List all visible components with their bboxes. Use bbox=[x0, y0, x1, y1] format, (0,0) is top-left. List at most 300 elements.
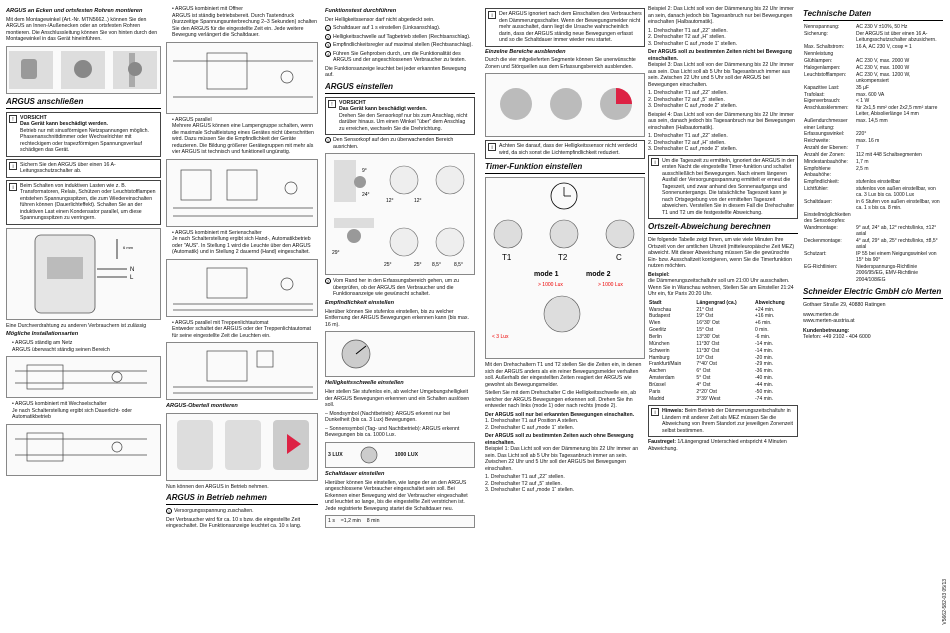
table-row bbox=[648, 368, 798, 375]
heading-brightness: Helligkeitsschwelle einstellen bbox=[325, 380, 404, 387]
cell-long: 21° Ost bbox=[696, 306, 714, 313]
spec-key: Nennleistung bbox=[804, 51, 834, 58]
table-row bbox=[648, 354, 798, 361]
figure-stair bbox=[166, 342, 318, 400]
figure-corner-mount bbox=[6, 46, 161, 94]
step-1-desc: Der Verbraucher wird für ca. 10 s bzw. die eingestellte Zeit eingeschaltet. Die Funktionsanzeige leuchtet ca. 10 s lang. bbox=[166, 516, 302, 530]
cell-long: 15° Ost bbox=[696, 327, 714, 334]
table-row bbox=[648, 382, 798, 389]
example-4: Beispiel 4: Das Licht soll von der Dämmerung bis 22 Uhr immer aus sein, danach jedoch bis Tagesanbruch nur bei Bewegungen einschalten (Halbautomatik). bbox=[648, 111, 795, 131]
cell-dev: -14 min. bbox=[755, 347, 774, 354]
table-row bbox=[648, 341, 798, 348]
th-city: Stadt bbox=[649, 299, 662, 306]
cell-long: 4° Ost bbox=[696, 381, 711, 388]
dur-12: ≈1,2 min bbox=[340, 518, 361, 525]
spec-key: Deckenmontage: bbox=[804, 237, 842, 244]
duration-text: Hierüber können Sie einstellen, wie lange der an den ARGUS angeschlossene Verbraucher eingeschaltet sein soll. Bei Erkennen einer Bewegung wird der Verbraucher eingeschaltet und leuchtet so lange, bis die eingestellte Zeit verstrichen ist. Jede registrierte Bewegung startet die Schaltdauer neu. bbox=[325, 479, 468, 512]
figure-angles bbox=[325, 153, 475, 275]
setup-step-1-text: Den Sensorkopf auf den zu überwachenden Bereich ausrichten. bbox=[333, 137, 454, 150]
cell-city: Warschau bbox=[649, 306, 672, 313]
column-1 bbox=[6, 6, 161, 628]
ex1-step-1: 1. Drehschalter T1 auf „22“ stellen. bbox=[485, 474, 565, 481]
cell-dev: -74 min. bbox=[755, 395, 774, 402]
table-row bbox=[648, 313, 798, 320]
ex1-step-2: 2. Drehschalter T2 auf „5“ stellen. bbox=[485, 480, 562, 487]
support-label: Kundenbetreuung: bbox=[803, 327, 850, 334]
cell-dev: -14 min. bbox=[755, 340, 774, 347]
cell-city: Berlin bbox=[649, 334, 662, 341]
spec-row bbox=[803, 71, 943, 84]
setup-step-2-number: 2 bbox=[326, 279, 330, 285]
cell-long: 6° Ost bbox=[696, 368, 711, 375]
block-step-1: 1. Drehschalter T1 auf Position A stellen. bbox=[485, 418, 579, 425]
spec-key: EG-Richtlinien: bbox=[804, 264, 838, 271]
cell-city: Madrid bbox=[649, 395, 665, 402]
spec-value: AC 230 V ±10%, 50 Hz bbox=[856, 24, 908, 31]
cell-dev: +16 min. bbox=[755, 313, 775, 320]
section-company: Schneider Electric GmbH c/o Merten bbox=[803, 287, 943, 299]
spec-value: für 2x1,5 mm² oder 2x2,5 mm² starre Leiter, Abisolierlänge 14 mm bbox=[856, 105, 938, 118]
heading-never: Der ARGUS soll zu bestimmten Zeiten nicht bei Bewegung einschalten. bbox=[648, 49, 792, 62]
ft-step-1 bbox=[325, 25, 475, 32]
table-header-row bbox=[648, 300, 798, 307]
brightness-b1: – Mondsymbol (Nachtbetrieb): ARGUS erkennt nur bei Dunkelheit (bis ca. 3 Lux) Bewegungen. bbox=[325, 410, 451, 424]
spec-key: Erfassungswinkel: bbox=[804, 131, 845, 138]
support-phone: Telefon: +49 2102 - 404 6000 bbox=[803, 334, 871, 341]
inductive-text: Beim Schalten von induktiven Lasten wie z. B. Transformatoren, Relais, Schützen oder Leuchtstofflampen entstehen Spannungsspitzen, die zum Wiedereinschalten führen können (Dauerlichteffekt). Schalten Sie an der induktiven Last einen Kondensator parallel, um diese Spannungsspitzen zu verringern. bbox=[20, 182, 156, 222]
cell-dev: -40 min. bbox=[755, 375, 774, 382]
cell-city: Wien bbox=[649, 320, 661, 327]
section-setup: ARGUS einstellen bbox=[325, 82, 475, 94]
heading-functest: Funktionstest durchführen bbox=[325, 8, 397, 14]
spec-value: AC 230 V, max. 2000 W bbox=[856, 57, 910, 64]
ex4-step-2: 2. Drehschalter T2 auf „H“ stellen. bbox=[648, 139, 726, 146]
bullet-2-text: Je nach Schalterstellung ergibt sich Dauerlicht- oder Automatikbetrieb bbox=[12, 407, 132, 421]
lux-3-label: 3 LUX bbox=[328, 451, 343, 458]
figure-sensitivity-dial bbox=[325, 331, 475, 377]
cell-city: Budapest bbox=[649, 313, 671, 320]
column-6 bbox=[803, 6, 943, 628]
bullet-2: • ARGUS kombiniert mit Wechselschalter Je nach Schalterstellung ergibt sich Dauerlicht- oder Automatikbetrieb bbox=[12, 401, 132, 421]
angle-24: 24° bbox=[362, 192, 370, 199]
angle-85a: 8,5° bbox=[432, 262, 441, 269]
bullet-2-title: ARGUS kombiniert mit Wechselschalter bbox=[14, 401, 107, 408]
figure-top-mount bbox=[166, 413, 318, 481]
bullet-opener-text: ARGUS ist ständig betriebsbereit. Durch Tastendruck (kurzzeitige Spannungsunterbrechung 2–3 Sekunden) schalten Sie den ARGUS für die eingestellte Zeit ein. Jede weitere Bewegung verlängert die Schaltdauer. bbox=[172, 12, 318, 38]
ex4-step-1: 1. Drehschalter T1 auf „22“ stellen. bbox=[648, 133, 728, 139]
cell-city: Hamburg bbox=[649, 354, 670, 361]
cell-city: Paris bbox=[649, 388, 661, 395]
warn-text: Der ARGUS ignoriert nach dem Einschalten des Verbrauchers den Dämmerungsschalter. Wenn der Bewegungsmelder nicht mehr ausschaltet, dann liegt die Ursache wahrscheinlich darin, dass der ARGUS ständig neue Bewegungen erfasst und so die Schaltdauer immer wieder neu startet. bbox=[499, 11, 642, 43]
example-3: Beispiel 3: Das Licht soll von der Dämmerung bis 22 Uhr immer aus sein. Das Licht soll ab 5 Uhr bis Tagesanbruch immer aus sein. Zwischen 22 Uhr und 5 Uhr soll der ARGUS bei Bewegungen einschalten. bbox=[648, 62, 794, 88]
hint-text: Beim Betrieb der Dämmerungszeitschaltuhr in Ländern mit anderer Zeit als MEZ müssen Sie die Abweichung von Ihrem Standort zur jeweiligen Zonenzeit selbst bestimmen. bbox=[662, 408, 793, 434]
heading-install: Mögliche Installationsarten bbox=[6, 331, 79, 338]
brightness-b2: – Sonnensymbol (Tag- und Nachtbetrieb): ARGUS erkennt Bewegungen bis ca. 1000 Lux. bbox=[325, 425, 460, 439]
column-4 bbox=[485, 6, 645, 628]
sensitivity-text: Hierüber können Sie stufenlos einstellen, bis zu welcher Entfernung der ARGUS Bewegungen erkennen kann (bis max. 16 m). bbox=[325, 308, 469, 328]
warning-icon: ! bbox=[9, 115, 17, 123]
cell-long: 11°30' Ost bbox=[696, 340, 720, 347]
mode1-label: mode 1 bbox=[534, 271, 559, 279]
cell-long: 10° Ost bbox=[696, 354, 714, 361]
spec-row bbox=[803, 152, 943, 159]
ex2-step-3: 3. Drehschalter C auf „mode 1“ stellen. bbox=[648, 40, 738, 47]
spec-row bbox=[803, 238, 943, 251]
spec-row bbox=[803, 178, 943, 185]
table-row bbox=[648, 327, 798, 334]
spec-key: Empfohlene Anbauhöhe: bbox=[804, 165, 831, 178]
spec-value: 4° auf, 29° ab, 25° rechts/links, ±8,5° axial bbox=[856, 237, 938, 251]
t2-label: T2 bbox=[558, 253, 568, 263]
ex3-step-2: 2. Drehschalter T2 auf „5“ stellen. bbox=[648, 96, 725, 103]
cell-city: Schwerin bbox=[649, 347, 670, 354]
spec-key: Wandmontage: bbox=[804, 224, 838, 231]
figure-series bbox=[166, 259, 318, 317]
setup-step-1-number: 1 bbox=[326, 138, 330, 144]
text-corners: Mit dem Montagewinkel (Art.-Nr. MTN5662..) können Sie den ARGUS an Innen-/Außenecken oder an ortsfesten Rohren montieren. Die Anschlussleitung können Sie von hinten durch den Montagewinkel in das Gerät hineinführen. bbox=[6, 16, 158, 43]
section-tech: Technische Daten bbox=[803, 9, 943, 21]
label-l: L bbox=[130, 274, 134, 281]
spec-key: Schaltdauer: bbox=[804, 198, 833, 205]
lux-gt-b: > 1000 Lux bbox=[598, 282, 623, 289]
cell-city: München bbox=[649, 340, 670, 347]
table-row bbox=[648, 320, 798, 327]
spec-row bbox=[803, 31, 943, 44]
info-icon: i bbox=[488, 143, 496, 151]
spec-value: stufenlos von außen einstellbar, von ca. 3 Lux bis ca. 1000 Lux bbox=[856, 185, 936, 198]
top-text: Nun können den ARGUS in Betrieb nehmen. bbox=[166, 483, 269, 490]
bullet-1-text: ARGUS überwacht ständig seinen Bereich bbox=[12, 346, 110, 353]
cell-long: 7°40' Ost bbox=[696, 361, 717, 368]
spec-table-body bbox=[803, 24, 943, 283]
ft-step-4 bbox=[325, 51, 475, 64]
spec-value: max. 600 VA bbox=[856, 91, 885, 98]
info-icon: i bbox=[488, 11, 496, 19]
ft-end: Die Funktionsanzeige leuchtet bei jeder erkannten Bewegung auf. bbox=[325, 65, 467, 79]
inductive-note bbox=[6, 180, 161, 225]
spec-key: Leuchtstofflampen: bbox=[804, 71, 847, 78]
step-1-text: Versorgungsspannung zuschalten. bbox=[174, 508, 254, 515]
info-icon: i bbox=[651, 158, 659, 166]
spec-value: 35 µF bbox=[856, 84, 869, 91]
caution-box-2 bbox=[325, 97, 475, 136]
lux-lt: < 3 Lux bbox=[492, 334, 509, 341]
bullet-parallel-text: Mehrere ARGUS können eine Lampengruppe schalten, wenn die maximale Schaltleistung eines Gerätes nicht überschritten wird. Dazu müssen Sie die Empfindlichkeit der Geräte reduzieren. Die Bildung größerer Gerätegruppen mit mehr als vier ARGUS ist technisch und funktionell ungünstig. bbox=[172, 123, 314, 155]
timer-text-2: Stellen Sie mit dem Drehschalter C die Helligkeitsschwelle ein, ab welcher der ARGUS Bewegungen erkennen soll. Drehen Sie ihn entweder nach links (mode 1) oder nach rechts (mode 2). bbox=[485, 390, 637, 410]
example-label: Beispiel: bbox=[648, 271, 670, 278]
spec-value: max. 16 m bbox=[856, 138, 880, 145]
spec-row bbox=[803, 58, 943, 65]
spec-value bbox=[855, 211, 943, 224]
ft-step-2-number: 2 bbox=[326, 34, 330, 40]
spec-key: Eigenverbrauch: bbox=[804, 98, 841, 105]
bullet-stair-text: Entweder schaltet der ARGUS oder der Treppenlichtautomat für seine eingestellte Zeit die Leuchten ein. bbox=[172, 326, 311, 339]
spec-value: IP 55 bei einem Neigungswinkel von 15° bis 90° bbox=[856, 251, 937, 264]
spec-key: Anzahl der Ebenen: bbox=[804, 145, 848, 152]
example-2: Beispiel 2: Das Licht soll von der Dämmerung bis 22 Uhr immer an sein, danach jedoch bis Tagesanbruch nur bei Bewegungen einschalten (Halbautomatik). bbox=[648, 6, 794, 25]
spec-value: 9° auf, 24° ab, 12° rechts/links, ±12° axial bbox=[856, 224, 937, 238]
example-text: die Dämmerungszeitschaltuhr soll um 21:00 Uhr ausschalten. Wenn Sie in Warschau wohnen, Stellen Sie am Einsteller 21:24 Uhr ein, für Paris 20:20 Uhr. bbox=[648, 278, 794, 297]
ft-step-3-text: Empfindlichkeitsregler auf maximal stellen (Rechtsanschlag). bbox=[333, 42, 473, 49]
spec-value: 1,7 m bbox=[856, 158, 869, 165]
ex2-step-1: 1. Drehschalter T1 auf „22“ stellen. bbox=[648, 27, 728, 34]
spec-key: Nennspannung: bbox=[804, 24, 840, 31]
offset-table-body bbox=[648, 306, 798, 402]
cell-dev: -44 min. bbox=[755, 381, 774, 388]
heading-duration: Schaltdauer einstellen bbox=[325, 470, 385, 477]
cell-city: Amsterdam bbox=[649, 375, 675, 382]
ft-step-2 bbox=[325, 34, 475, 41]
section-connect: ARGUS anschließen bbox=[6, 97, 161, 109]
table-row bbox=[648, 361, 798, 368]
bullet-series: • ARGUS kombiniert mit Serienschalter Je nach Schalterstellung ergibt sich Hand-, Automatikbetrieb oder "AUS". In Stellung 1 wird die Leuchte über den ARGUS (Automatik) und in Stellung 2 dauernd (Hand) eingeschaltet. bbox=[172, 229, 311, 255]
sensor-note bbox=[485, 140, 645, 159]
info-text: Um die Tageszeit zu ermitteln, ignoriert der ARGUS in der ersten Nacht die eingestellte Timer-funktion und schaltet ausschließlich bei Bewegungen. Nach einem längeren Ausfall der Versorgungsspannung ermittelt er erneut die Tageszeit, und zwar anhand des Sonnenaufgangs und Sonnenuntergangs. Die tatsächliche Tageszeit kann je nach Ortsgegebung von der ermittelten Tageszeit abweichen. Verstellen Sie in diesem Fall die Drehschalter T1 und T2 um die festgestellte Abweichung. bbox=[662, 157, 795, 216]
bullet-1-title: ARGUS ständig am Netz bbox=[14, 340, 73, 347]
spec-key: Kapazitive Last: bbox=[804, 84, 840, 91]
column-5 bbox=[648, 6, 798, 628]
spec-row bbox=[803, 84, 943, 91]
bullet-stair: • ARGUS parallel mit Treppenlichtautomat Entweder schaltet der ARGUS oder der Treppenlichtautomat für seine eingestellte Zeit die Leuchten ein. bbox=[172, 319, 311, 339]
spec-key: Einstellmöglichkeiten des Sensorkopfes: bbox=[804, 211, 851, 225]
spec-value bbox=[855, 51, 943, 58]
spec-value: AC 230 V, max. 1200 W, unkompensiert bbox=[856, 71, 911, 84]
offset-text: Die folgende Tabelle zeigt Ihnen, um wie viele Minuten Ihre Ortszeit von der amtlichen Uhrzeit (mitteleuropäische Zeit MEZ) abweicht. Mit dieser Abweichung müssen Sie die gewünschte Ein- bzw. Ausschaltzeit korrigieren, wenn Sie die Timerfunktion nutzen möchten. bbox=[648, 237, 795, 269]
step-1 bbox=[166, 508, 318, 515]
figure-mask-segments bbox=[485, 73, 645, 137]
figure-timer-dials bbox=[485, 177, 645, 359]
document-id: V5662-582-03 05/13 bbox=[941, 579, 948, 625]
cell-city: Goerlitz bbox=[649, 327, 667, 334]
bullet-series-title: ARGUS kombiniert mit Serienschalter bbox=[174, 229, 262, 236]
bullet-stair-title: ARGUS parallel mit Treppenlichtautomat bbox=[174, 319, 269, 326]
mode2-label: mode 2 bbox=[586, 271, 611, 279]
cell-dev: +24 min. bbox=[755, 306, 775, 313]
spec-key: Trafolast: bbox=[804, 91, 825, 98]
cell-long: 3°39' West bbox=[696, 395, 721, 402]
column-3 bbox=[325, 6, 475, 628]
heading-mask: Einzelne Bereiche ausblenden bbox=[485, 48, 566, 55]
ft-step-4-text: Führen Sie Gehproben durch, um die Funktionalität des ARGUS und der angeschlossenen Verbraucher zu testen. bbox=[333, 50, 466, 64]
brightness-text: Hier stellen Sie stufenlos ein, ab welcher Umgebungshelligkeit der ARGUS Bewegungen erkennen und ein Schalten auslösen soll. bbox=[325, 389, 470, 409]
spec-value: max. 14,5 mm bbox=[856, 118, 888, 125]
spec-row bbox=[803, 225, 943, 238]
cell-long: 2°20' Ost bbox=[696, 388, 717, 395]
ex2-step-2: 2. Drehschalter T2 auf „H“ stellen. bbox=[648, 34, 726, 40]
fuse-text: Sichern Sie den ARGUS über einen 16 A-Leitungsschutzschalter ab. bbox=[20, 161, 116, 175]
spec-key: Anschlussklemmen: bbox=[804, 105, 849, 112]
cell-dev: -50 min. bbox=[755, 388, 774, 395]
cell-long: 11°30' Ost bbox=[696, 347, 720, 354]
cell-long: 16°30' Ost bbox=[696, 320, 720, 327]
ft-step-3 bbox=[325, 42, 475, 49]
angle-85b: 8,5° bbox=[454, 262, 463, 269]
info-icon: i bbox=[9, 183, 17, 191]
dur-1s: 1 s bbox=[328, 518, 335, 525]
angle-9: 9° bbox=[362, 168, 367, 175]
table-row bbox=[648, 306, 798, 313]
cell-long: 19° Ost bbox=[696, 313, 714, 320]
heading-block: Der ARGUS soll nur bei erkannten Bewegungen einschalten. bbox=[485, 411, 635, 418]
spec-row bbox=[803, 118, 943, 131]
angle-29: 29° bbox=[332, 250, 340, 257]
cell-city: Brüssel bbox=[649, 381, 666, 388]
spec-key: Glühlampen: bbox=[804, 57, 833, 64]
example-1: Beispiel 1: Das Licht soll von der Dämmerung bis 22 Uhr immer an sein. Das Licht soll ab 5 Uhr bis Tagesanbruch immer an sein. Zwischen 22 Uhr und 5 Uhr soll der ARGUS bei Bewegungen einschalten. bbox=[485, 446, 639, 472]
table-row bbox=[648, 334, 798, 341]
section-offset: Ortszeit-Abweichung berechnen bbox=[648, 222, 798, 234]
figure-duration-dial bbox=[325, 515, 475, 528]
ft-step-1-number: 1 bbox=[326, 26, 330, 32]
angle-12a: 12° bbox=[386, 198, 394, 205]
spec-key: Schutzart: bbox=[804, 251, 827, 258]
spec-value: < 1 W bbox=[856, 98, 870, 105]
block-step-2: 2. Drehschalter C auf „mode 1“ stellen. bbox=[485, 424, 575, 431]
fuse-note bbox=[6, 159, 161, 178]
spec-key: Mindestanbauhöhe: bbox=[804, 158, 848, 165]
figure-parallel bbox=[166, 159, 318, 227]
cell-long: 13°30' Ost bbox=[696, 334, 720, 341]
spec-table bbox=[803, 24, 943, 283]
c-label: C bbox=[616, 253, 622, 263]
spec-key: Empfindlichkeit: bbox=[804, 178, 840, 185]
mask-text: Durch die vier mitgelieferten Segmente können Sie unerwünschte Zonen und Störquellen aus dem Erfassungsbereich ausblenden. bbox=[485, 57, 636, 70]
warning-icon: ! bbox=[328, 100, 336, 108]
caution-text: Betrieb nur mit sinusförmigen Netzspannungen möglich. Phasenanschnittdimmer oder Wechselrichter mit rechteckigem oder trapezförmigen Spannungsverlauf schädigen das Gerät. bbox=[20, 127, 149, 154]
ft-step-2-text: Helligkeitsschwelle auf Tagbetrieb stellen (Rechtsanschlag). bbox=[333, 33, 471, 40]
label-6mm: 6 mm bbox=[123, 244, 133, 250]
cell-dev: +6 min. bbox=[755, 320, 772, 327]
info-icon: i bbox=[651, 408, 659, 416]
table-row bbox=[648, 347, 798, 354]
ex4-step-3: 3. Drehschalter C auf „mode 2“ stellen. bbox=[648, 146, 738, 152]
bullet-opener-title: ARGUS kombiniert mit Öffner bbox=[174, 6, 243, 12]
dur-8m: 8 min bbox=[366, 518, 380, 525]
spec-key: Lichtfühler: bbox=[804, 185, 829, 192]
cell-dev: 0 min. bbox=[755, 327, 769, 334]
caution-title: VORSICHT bbox=[20, 114, 47, 121]
spec-row bbox=[803, 131, 943, 138]
caution-box bbox=[6, 112, 161, 157]
ft-step-1-text: Schaltdauer auf 1 s einstellen (Linksanschlag). bbox=[333, 25, 441, 32]
spec-row bbox=[803, 185, 943, 198]
setup-step-2-text: Vom Rand her in den Erfassungsbereich gehen, um zu überprüfen, ob der ARGUS den Verbraucher und die Funktionsanzeige wie gewünscht schaltet. bbox=[333, 278, 460, 298]
caution-sub-2: Das Gerät kann beschädigt werden. bbox=[339, 106, 427, 113]
spec-key: Max. Schaltstrom: bbox=[804, 44, 845, 51]
spec-row bbox=[803, 165, 943, 178]
t1-label: T1 bbox=[502, 253, 512, 263]
spec-row bbox=[803, 264, 943, 283]
heading-corners: ARGUS an Ecken und ortsfesten Rohren montieren bbox=[6, 8, 143, 14]
figure-opener bbox=[166, 42, 318, 114]
cell-dev: -29 min. bbox=[755, 361, 774, 368]
spec-row bbox=[803, 51, 943, 58]
bullet-opener: • ARGUS kombiniert mit Öffner ARGUS ist ständig betriebsbereit. Durch Tastendruck (kurzzeitige Spannungsunterbrechung 2–3 Sekunden) schalten Sie den ARGUS für die eingestellte Zeit ein. Jede weitere Bewegung verlängert die Schaltdauer. bbox=[172, 6, 318, 38]
spec-value: 2,5 m bbox=[856, 165, 869, 172]
th-long: Längengrad (ca.) bbox=[696, 299, 737, 306]
step-1-number: 1 bbox=[167, 509, 171, 515]
spec-row bbox=[803, 138, 943, 145]
hint-label: Hinweis: bbox=[662, 408, 684, 415]
caution-text-2: Drehen Sie den Sensorkopf nur bis zum Anschlag, nicht darüber hinaus. Um einen Winkel "über" dem Anschlag zu erreichen, wechseln Sie die Drehrichtung. bbox=[339, 112, 468, 132]
cell-dev: -20 min. bbox=[755, 354, 774, 361]
section-timer: Timer-Funktion einstellen bbox=[485, 162, 645, 174]
ft-step-4-number: 4 bbox=[326, 51, 330, 57]
angle-12b: 12° bbox=[414, 198, 422, 205]
table-row bbox=[648, 388, 798, 395]
spec-value: stufenlos einstellbar bbox=[856, 178, 901, 185]
spec-value: 112 mit 448 Schaltsegmenten bbox=[856, 151, 922, 158]
bullet-1: • ARGUS ständig am Netz ARGUS überwacht ständig seinen Bereich bbox=[12, 340, 110, 353]
info-box bbox=[648, 155, 798, 220]
company-web2: www.merten-austria.at bbox=[803, 318, 855, 325]
spec-key: Reichweite: bbox=[804, 138, 830, 145]
offset-table bbox=[648, 300, 798, 403]
spec-row bbox=[803, 145, 943, 152]
cell-long: 5° Ost bbox=[696, 375, 711, 382]
cell-dev: -36 min. bbox=[755, 368, 774, 375]
ex1-step-3: 3. Drehschalter C auf „mode 1“ stellen. bbox=[485, 487, 575, 494]
lux-1000-label: 1000 LUX bbox=[394, 451, 419, 458]
company-address: Gothaer Straße 29, 40880 Ratingen bbox=[803, 302, 886, 309]
spec-value: Der ARGUS ist über einen 16 A-Leitungsschutzschalter abzusichern. bbox=[856, 31, 937, 44]
figure-lux-dial bbox=[325, 442, 475, 468]
spec-key: Anzahl der Zonen: bbox=[804, 151, 845, 158]
spec-row bbox=[803, 105, 943, 118]
spec-row bbox=[803, 159, 943, 166]
spec-value: 220° bbox=[856, 131, 867, 138]
timer-text-1: Mit den Drehschaltern T1 und T2 stellen Sie die Zeiten ein, in denen sich der ARGUS anders als ein reiner Bewegungsmelder verhalten soll. Außerhalb der eingestellten Zeiten reagiert der ARGUS wie gewohnt als Bewegungsmelder. bbox=[485, 362, 642, 388]
spec-row bbox=[803, 211, 943, 224]
company-web1: www.merten.de bbox=[803, 311, 839, 318]
spec-row bbox=[803, 91, 943, 98]
spec-key: Sicherung: bbox=[804, 31, 828, 38]
column-2 bbox=[166, 6, 318, 628]
spec-row bbox=[803, 98, 943, 105]
functest-intro: Der Helligkeitssensor darf nicht abgedeckt sein. bbox=[325, 16, 435, 23]
ex3-step-3: 3. Drehschalter C auf „mode 2“ stellen. bbox=[648, 103, 738, 109]
rule-text: 1/Längengrad Unterschied entspricht 4 Minuten Abweichung. bbox=[648, 439, 787, 452]
table-row bbox=[648, 395, 798, 402]
spec-row bbox=[803, 24, 943, 31]
heading-top: ARGUS-Oberteil montieren bbox=[166, 403, 238, 409]
spec-row bbox=[803, 64, 943, 71]
figure-wiring-terminal bbox=[6, 228, 161, 320]
cell-dev: -6 min. bbox=[755, 334, 771, 341]
angle-25a: 25° bbox=[384, 262, 392, 269]
spec-row bbox=[803, 251, 943, 264]
table-row bbox=[648, 375, 798, 382]
heading-sensitivity: Empfindlichkeit einstellen bbox=[325, 299, 395, 306]
info-icon: i bbox=[9, 162, 17, 170]
note-text: Achten Sie darauf, dass der Helligkeitssensor nicht verdeckt wird, da sich sonst die Lichtempfindlichkeit reduziert. bbox=[499, 143, 638, 156]
spec-value: 16 A, AC 230 V, cosφ = 1 bbox=[856, 44, 912, 51]
th-dev: Abweichung bbox=[755, 299, 785, 306]
cell-city: Aachen bbox=[649, 368, 666, 375]
label-n: N bbox=[130, 266, 135, 273]
cell-city: Frankfurt/Main bbox=[649, 361, 682, 368]
bullet-series-text: Je nach Schalterstellung ergibt sich Hand-, Automatikbetrieb oder "AUS". In Stellung 1 wird die Leuchte über den ARGUS (Automatik) und in Stellung 2 dauernd (Hand) eingeschaltet. bbox=[172, 236, 311, 255]
spec-row bbox=[803, 198, 943, 211]
ex3-step-1: 1. Drehschalter T1 auf „22“ stellen. bbox=[648, 90, 728, 96]
spec-key: Außendurchmesser einer Leitung: bbox=[804, 118, 848, 131]
rule-label: Faustregel: bbox=[648, 439, 676, 446]
figure-wiring-2 bbox=[6, 424, 161, 476]
spec-value: AC 230 V, max. 1000 W bbox=[856, 64, 910, 71]
spec-key: Halogenlampen: bbox=[804, 64, 841, 71]
spec-value: in 6 Stufen von außen einstellbar, von ca. 1 s bis ca. 8 min. bbox=[856, 198, 940, 211]
caution-title-2: VORSICHT bbox=[339, 99, 366, 106]
